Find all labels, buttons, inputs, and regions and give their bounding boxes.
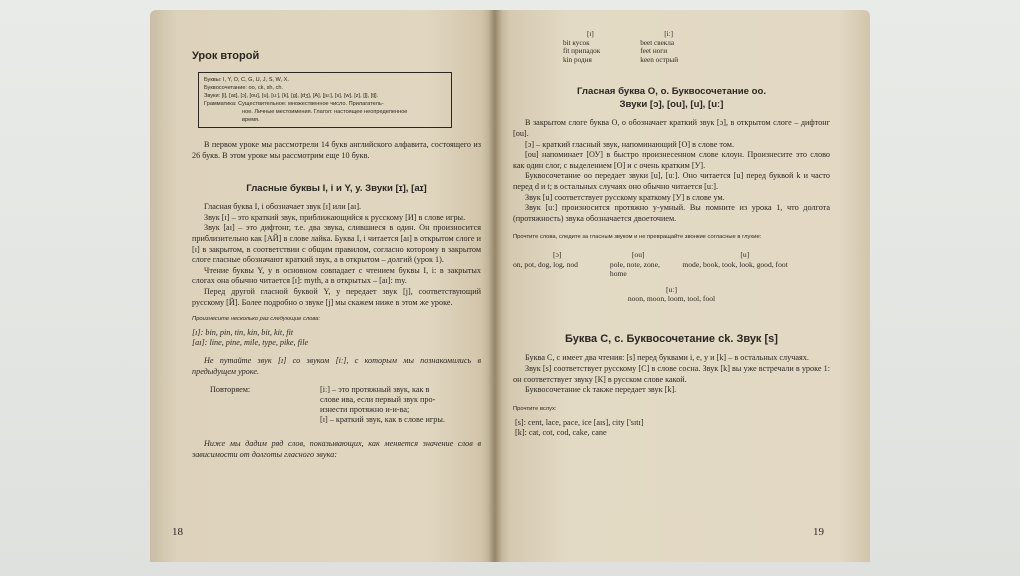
drill-line: [s]: cent, lace, pace, ice [aɪs], city ['sɪtɪ] [515,417,644,427]
column-head: [ɔ] [553,250,562,260]
ipa-head: [ɪ] [587,30,594,38]
word-pairs-long [640,30,678,64]
repeat-block [192,385,481,425]
ipa-head: [iː] [664,30,674,38]
section-heading-o: Гласная буква O, o. Буквосочетание oo. [576,86,767,98]
word-pair: beet свекла [640,38,675,47]
paragraph: Ниже мы дадим ряд слов, показывающих, как меняется значение слов в зависимости от долготы гласного звука: [192,439,481,459]
column-words: mode, book, took, look, good, foot [682,259,788,269]
lesson-title: Урок второй [192,50,260,62]
paragraph: Звук [aɪ] – это дифтонг, т.е. два звука, слившиеся в один. Он произносится приблизительно как [АЙ] в слове лайка. Буква I, i читается [aɪ] в открытом слоге и [ɪ] в закрытом, в соответствии с общим правилом, согласно которому в закрытом слоге гласные обозначают краткий звук, а в открытом – долгий (урок 1). [192,223,481,265]
section-heading-o-sounds: Звуки [ɔ], [ou], [u], [uː] [619,99,724,111]
paragraph: Звук [s] соответствует русскому [С] в слове сосна. Звук [k] вы уже встречали в уроке 1: он соответствует звуку [К] в русском слове какой. [513,363,830,384]
column-o [513,250,594,278]
column-head: [u] [740,250,750,260]
page-number-left: 18 [172,526,183,538]
paragraph: Буква C, c имеет два чтения: [s] перед буквами i, e, y и [k] – в остальных случаях. [525,353,809,363]
left-page [150,10,495,562]
column-ou [610,250,666,278]
paragraph: Звук [ɪ] – это краткий звук, приближающийся к русскому [И] в слове игры. [204,212,466,222]
drill-line: [aɪ]: line, pine, mile, type, pike, file [192,338,309,348]
paragraph: Гласная буква I, i обозначает звук [ɪ] или [aɪ]. [204,202,362,212]
paragraph: Не путайте звук [ɪ] со звуком [iː], с которым мы познакомились в предыдущем уроке. [192,356,481,376]
lesson-summary-box [198,72,452,128]
exercise-instruction: Прочтите вслух: [513,405,557,412]
paragraph: [ɔ] – краткий гласный звук, напоминающий [О] в слове том. [525,139,735,149]
word-pair: kin родня [563,55,592,64]
word-pair: feet ноги [640,47,668,56]
word-pairs [563,30,830,64]
paragraph: Буквосочетание ck также передает звук [k]. [525,385,677,395]
intro-paragraph: В первом уроке мы рассмотрели 14 букв английского алфавита, состоящего из 26 букв. В этом уроке мы рассмотрим еще 10 букв. [192,140,481,160]
word-pair: keen острый [640,55,679,64]
column-words: on, pot, dog, log, nod [513,259,578,269]
paragraph: Чтение буквы Y, y в основном совпадает с чтением буквы I, i: в закрытых слогах она обычно читается [ɪ]: myth, а в открытых – [aɪ]: my. [192,265,481,286]
box-line-sounds: Звуки: [i], [aɪ], [ɔ], [ou], [u], [uː], [k], [g], [dʒ], [A], [juː], [s], [w], [z], [ʃ], [tʃ]. [204,93,379,99]
column-words: pole, note, zone, home [609,259,660,279]
paragraph: [ou] напоминает [ОУ] в быстро произнесенном слове клоун. Произнесите это слово как один слог, с выделением [О] и с очень кратким [У]. [513,150,830,170]
paragraph: Звук [u] соответствует русскому краткому [У] в слове ум. [525,192,725,202]
book-gutter [488,10,502,562]
box-line-letters: Буквы: I, Y, O, C, G, U, J, S, W, X. [204,77,289,83]
column-words: noon, moon, loom, tool, fool [627,293,716,303]
paragraph: В закрытом слоге буква O, o обозначает краткий звук [ɔ], в открытом слоге – дифтонг [ou]. [513,118,830,138]
paragraph: Перед другой гласной буквой Y, y передает звук [j], соответствующий русскому [Й]. Более подробно о звуке [j] мы скажем ниже в этом же уроке. [192,286,481,307]
drill-line: [k]: cat, cot, cod, cake, cane [515,427,607,437]
word-pair: fit припадок [563,47,601,56]
column-u [682,250,814,278]
word-columns [513,250,830,278]
page-number-right: 19 [813,526,824,538]
word-pairs-short [563,30,600,64]
paragraph: Звук [uː] произносится протяжно у-умный. Вы помните из урока 1, что долгота (протяжность) звука обозначается двоеточием. [513,203,830,223]
word-pair: bit кусок [563,38,590,47]
box-line-combos: Буквосочетание: oo, ck, sh, ch. [204,85,284,91]
column-head: [uː] [666,284,677,294]
exercise-instruction: Произнесите несколько раз следующие слова: [192,316,321,323]
repeat-line: [ɪ] – краткий звук, как в слове игры. [320,415,445,425]
column-head: [ou] [631,250,645,260]
box-line-grammar: Грамматика: Существительное: множественное число. Прилагатель- [204,101,384,107]
column-uu [513,285,830,304]
box-line-grammar-3: время. [242,117,260,123]
exercise-instruction: Прочтите слова, следите за гласным звуком и не превращайте звонкие согласные в глухие: [513,234,762,241]
right-page [495,10,870,562]
repeat-label: Повторяем: [210,385,251,395]
paragraph: Буквосочетание oo передает звуки [u], [uː]. Оно читается [u] перед буквой k и часто перед d и t; в остальных случаях оно обычно читается [uː]. [513,171,830,191]
open-book [150,10,870,562]
repeat-line: слове ива, если первый звук про- [320,395,436,405]
repeat-lines [320,385,481,425]
section-heading-i-y: Гласные буквы I, i и Y, y. Звуки [ɪ], [aɪ] [246,183,427,195]
repeat-line: [iː] – это протяжный звук, как в [320,385,430,395]
box-line-grammar-2: ное. Личные местоимения. Глагол: настоящее неопределенное [242,109,408,115]
section-heading-c: Буква C, c. Буквосочетание ck. Звук [s] [565,333,778,346]
drill-line: [ɪ]: bin, pin, tin, kin, bit, kit, fit [192,328,294,338]
repeat-line: изнести протяжно и-и-ва; [320,405,410,415]
